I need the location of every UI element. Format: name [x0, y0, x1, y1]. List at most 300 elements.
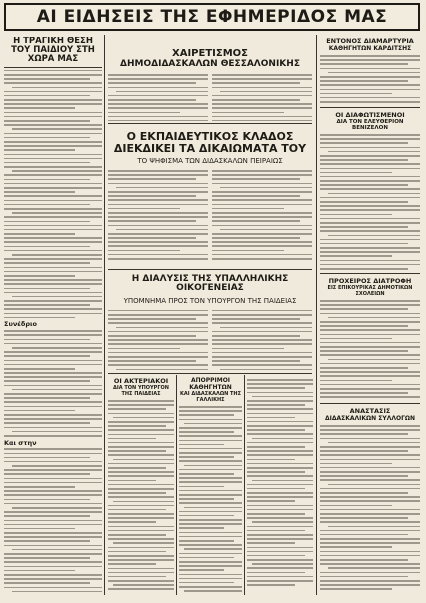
section-rule: [108, 373, 312, 374]
text-line: [4, 191, 75, 193]
text-line: [247, 517, 313, 519]
text-line: [113, 584, 174, 586]
article-right-bottom: [320, 407, 420, 593]
column-rule: [244, 375, 245, 595]
text-line: [108, 335, 196, 337]
text-line: [4, 461, 102, 463]
text-line: [4, 304, 90, 306]
text-line: [12, 296, 102, 298]
text-line: [108, 538, 174, 540]
text-line: [108, 475, 174, 477]
text-line: [108, 588, 174, 590]
text-line: [179, 410, 242, 412]
text-line: [184, 465, 242, 467]
text-line: [247, 496, 313, 498]
text-line: [320, 471, 420, 473]
text-line: [328, 442, 420, 444]
text-line: [320, 479, 420, 481]
text-line: [247, 551, 313, 553]
text-line: [320, 546, 392, 548]
text-line: [247, 542, 295, 544]
text-line: [108, 174, 208, 176]
article-body: [108, 74, 208, 121]
text-line: [179, 456, 234, 458]
text-line: [320, 147, 420, 149]
text-line: [4, 351, 102, 353]
text-line: [184, 423, 242, 425]
text-line: [4, 241, 102, 243]
text-line: [4, 385, 102, 387]
text-line: [108, 343, 208, 345]
text-line: [113, 501, 174, 503]
text-line: [320, 230, 420, 232]
text-line: [247, 488, 305, 490]
text-line: [108, 513, 174, 515]
text-line: [320, 534, 408, 536]
text-line: [212, 191, 312, 193]
text-line: [212, 183, 312, 185]
headline: ΧΑΙΡΕΤΙΣΜΟΣ: [108, 49, 312, 60]
text-line: [4, 473, 90, 475]
section-rule: [108, 123, 312, 124]
text-line: [320, 388, 420, 390]
text-line: [108, 107, 208, 109]
article-body: [320, 425, 420, 590]
text-line: [247, 513, 305, 515]
text-line: [212, 199, 312, 201]
article-body: [4, 330, 102, 436]
text-line: [220, 369, 312, 371]
text-line: [247, 404, 305, 406]
section-heading: Συνέδριο: [4, 321, 102, 328]
text-line: [108, 364, 208, 366]
text-line: [212, 120, 312, 121]
text-line: [179, 502, 242, 504]
text-line: [252, 396, 313, 398]
text-line: [179, 532, 242, 534]
text-line: [4, 137, 90, 139]
text-line: [108, 480, 156, 482]
text-line: [4, 221, 90, 223]
text-line: [116, 187, 208, 189]
text-line: [108, 120, 208, 121]
text-line: [4, 229, 102, 231]
text-line: [108, 408, 166, 410]
text-line: [320, 580, 420, 582]
text-line: [4, 258, 102, 260]
text-line: [4, 536, 102, 538]
text-line: [212, 116, 312, 118]
text-line: [320, 576, 408, 578]
text-line: [320, 555, 420, 557]
text-line: [320, 467, 420, 469]
text-line: [4, 482, 102, 484]
text-line: [212, 339, 312, 341]
text-line: [247, 463, 313, 465]
text-line: [108, 331, 208, 333]
text-line: [4, 524, 102, 526]
text-line: [12, 549, 102, 551]
text-line: [320, 313, 420, 315]
text-line: [4, 553, 102, 555]
article-bottom-2: [179, 377, 242, 593]
text-line: [212, 95, 312, 97]
text-line: [247, 538, 313, 540]
text-line: [320, 222, 420, 224]
text-line: [108, 488, 174, 490]
text-line: [4, 246, 90, 248]
text-line: [320, 308, 408, 310]
text-line: [108, 103, 208, 105]
text-line: [179, 406, 242, 408]
text-line: [212, 112, 284, 114]
text-line: [108, 551, 166, 553]
text-line: [108, 526, 174, 528]
text-line: [247, 400, 313, 402]
text-line: [320, 551, 420, 553]
headline: ΟΙ ΑΚΤΕΡΙΑΚΟΙ: [108, 377, 174, 385]
text-line: [320, 255, 392, 257]
text-line: [320, 488, 420, 490]
text-line: [4, 557, 90, 559]
text-line: [320, 354, 420, 356]
article-right-lower: [320, 277, 420, 401]
text-line: [212, 204, 312, 206]
text-line: [179, 435, 242, 437]
text-line: [320, 321, 420, 323]
text-line: [179, 473, 234, 475]
article-body: [108, 310, 208, 371]
text-line: [12, 431, 102, 433]
article-body: [212, 170, 312, 262]
text-line: [4, 355, 90, 357]
text-line: [108, 204, 208, 206]
text-line: [108, 576, 166, 578]
text-line: [320, 584, 420, 586]
text-line: [179, 536, 242, 538]
article-right-mid: [320, 111, 420, 271]
text-line: [328, 359, 420, 361]
article-body: [320, 134, 420, 271]
text-line: [4, 494, 102, 496]
text-line: [179, 419, 242, 421]
text-line: [247, 433, 313, 435]
text-line: [320, 350, 408, 352]
text-line: [108, 195, 196, 197]
text-line: [4, 103, 102, 105]
text-line: [320, 218, 420, 220]
text-line: [320, 509, 420, 511]
text-line: [320, 438, 420, 440]
text-line: [108, 241, 208, 243]
text-line: [320, 433, 408, 435]
text-line: [320, 80, 408, 82]
text-line: [320, 392, 408, 394]
text-line: [220, 91, 312, 93]
text-line: [212, 343, 312, 345]
text-line: [212, 348, 284, 350]
text-line: [184, 507, 242, 509]
text-line: [4, 393, 102, 395]
text-line: [179, 527, 224, 529]
text-line: [4, 578, 102, 580]
headline: Η ΤΡΑΓΙΚΗ ΘΕΣΗ ΤΟΥ ΠΑΙΔΙΟΥ ΣΤΗ ΧΩΡΑ ΜΑΣ: [4, 37, 102, 68]
text-line: [320, 142, 408, 144]
text-line: [4, 372, 102, 374]
text-line: [212, 360, 300, 362]
text-line: [4, 368, 75, 370]
text-line: [247, 408, 313, 410]
headline: ΚΑΘΗΓΗΤΩΝ ΚΑΡΔΙΤΣΗΣ: [320, 45, 420, 52]
text-line: [12, 128, 102, 130]
text-line: [108, 421, 174, 423]
text-line: [247, 584, 295, 586]
article-body: [108, 400, 174, 593]
text-line: [108, 446, 174, 448]
text-line: [320, 97, 420, 99]
text-line: [320, 226, 408, 228]
text-line: [12, 170, 102, 172]
text-line: [212, 322, 312, 324]
text-line: [108, 183, 208, 185]
text-line: [328, 151, 420, 153]
text-line: [320, 396, 420, 398]
text-line: [179, 557, 234, 559]
text-line: [4, 511, 102, 513]
text-line: [320, 371, 420, 373]
text-line: [108, 547, 174, 549]
text-line: [108, 250, 180, 252]
text-line: [179, 452, 242, 454]
text-line: [108, 568, 174, 570]
text-line: [247, 442, 313, 444]
text-line: [252, 480, 313, 482]
text-line: [179, 561, 242, 563]
text-line: [4, 566, 102, 568]
text-line: [247, 450, 313, 452]
text-line: [108, 429, 174, 431]
text-line: [212, 87, 312, 89]
text-line: [212, 254, 312, 256]
text-line: [320, 201, 408, 203]
text-line: [212, 258, 312, 260]
text-line: [4, 435, 102, 437]
text-line: [4, 330, 102, 332]
text-line: [108, 530, 174, 532]
article-body: [212, 74, 312, 121]
text-line: [179, 574, 242, 576]
text-line: [320, 446, 420, 448]
text-line: [247, 500, 295, 502]
text-line: [320, 492, 408, 494]
text-line: [4, 292, 102, 294]
text-line: [108, 178, 196, 180]
section-rule: [320, 273, 420, 274]
text-line: [4, 448, 102, 450]
text-line: [320, 63, 408, 65]
text-line: [4, 283, 102, 285]
column-rule: [104, 35, 105, 595]
article-teachers: [108, 127, 312, 267]
text-line: [108, 254, 208, 256]
text-line: [320, 513, 420, 515]
text-line: [247, 379, 313, 381]
text-line: [4, 271, 102, 273]
text-line: [108, 191, 208, 193]
text-line: [179, 519, 242, 521]
text-line: [12, 389, 102, 391]
text-line: [320, 530, 420, 532]
text-line: [4, 364, 102, 366]
text-line: [4, 70, 102, 72]
text-line: [220, 327, 312, 329]
text-line: [212, 352, 312, 354]
text-line: [4, 166, 102, 168]
text-line: [4, 334, 102, 336]
text-line: [4, 317, 75, 319]
text-line: [328, 235, 420, 237]
text-line: [108, 505, 174, 507]
text-line: [220, 187, 312, 189]
text-line: [4, 422, 90, 424]
text-line: [108, 438, 156, 440]
text-line: [320, 380, 392, 382]
text-line: [108, 413, 174, 415]
text-line: [320, 101, 420, 103]
text-line: [320, 76, 420, 78]
text-line: [4, 233, 75, 235]
text-line: [320, 375, 420, 377]
text-line: [320, 239, 420, 241]
text-line: [12, 212, 102, 214]
text-line: [320, 425, 420, 427]
text-line: [4, 582, 90, 584]
article-body: [320, 55, 420, 103]
text-line: [320, 572, 420, 574]
text-line: [320, 500, 420, 502]
text-line: [4, 154, 102, 156]
text-line: [247, 392, 313, 394]
text-line: [220, 229, 312, 231]
text-line: [4, 401, 102, 403]
text-line: [247, 417, 295, 419]
text-line: [4, 78, 90, 80]
text-line: [320, 384, 420, 386]
text-line: [179, 431, 234, 433]
text-line: [320, 55, 420, 57]
text-line: [4, 208, 102, 210]
text-line: [320, 134, 420, 136]
text-line: [4, 145, 102, 147]
text-line: [212, 318, 300, 320]
article-dismissal: [108, 271, 312, 371]
text-line: [4, 478, 102, 480]
text-line: [320, 338, 392, 340]
text-line: [212, 233, 312, 235]
article-right-top: [320, 37, 420, 105]
text-line: [212, 78, 312, 80]
text-line: [116, 91, 208, 93]
text-line: [179, 498, 234, 500]
text-line: [108, 348, 180, 350]
headline: ΔΙΕΚΔΙΚΕΙ ΤΑ ΔΙΚΑΙΩΜΑΤΑ ΤΟΥ: [108, 143, 312, 155]
text-line: [113, 459, 174, 461]
text-line: [4, 174, 102, 176]
headline: ΔΙΑ ΤΟΝ ΥΠΟΥΡΓΟΝ ΤΗΣ ΠΑΙΔΕΙΑΣ: [108, 385, 174, 397]
text-line: [320, 450, 408, 452]
text-line: [108, 467, 166, 469]
text-line: [4, 561, 102, 563]
text-line: [4, 300, 102, 302]
text-line: [12, 507, 102, 509]
text-line: [320, 367, 408, 369]
headline: Η ΔΙΑΛΥΣΙΣ ΤΗΣ ΥΠΑΛΛΗΛΙΚΗΣ ΟΙΚΟΓΕΝΕΙΑΣ: [108, 275, 312, 294]
text-line: [108, 517, 174, 519]
text-line: [247, 429, 305, 431]
text-line: [179, 486, 224, 488]
section-rule: [108, 269, 312, 270]
text-line: [212, 237, 300, 239]
text-line: [320, 93, 392, 95]
text-line: [212, 82, 300, 84]
text-line: [320, 268, 408, 270]
text-line: [320, 168, 420, 170]
text-line: [108, 74, 208, 76]
article-body: [4, 448, 102, 593]
text-line: [179, 515, 234, 517]
text-line: [320, 180, 420, 182]
text-line: [4, 587, 102, 589]
text-line: [108, 509, 166, 511]
text-line: [108, 534, 166, 536]
text-line: [4, 112, 102, 114]
headline: ΑΝΑΣΤΑΣΙΣ: [320, 407, 420, 415]
text-line: [4, 262, 90, 264]
text-line: [320, 454, 420, 456]
article-bottom-3: [247, 377, 313, 593]
text-line: [320, 260, 420, 262]
text-line: [4, 204, 90, 206]
text-line: [108, 82, 196, 84]
text-line: [320, 588, 392, 590]
text-line: [4, 158, 102, 160]
text-line: [179, 440, 242, 442]
text-line: [212, 364, 312, 366]
text-line: [320, 521, 420, 523]
text-line: [184, 548, 242, 550]
text-line: [108, 322, 208, 324]
text-line: [179, 481, 242, 483]
text-line: [4, 237, 102, 239]
text-line: [179, 553, 242, 555]
text-line: [179, 569, 224, 571]
text-line: [212, 241, 312, 243]
text-line: [4, 520, 102, 522]
text-line: [108, 492, 166, 494]
text-line: [4, 99, 102, 101]
text-line: [212, 314, 312, 316]
article-bottom-1: [108, 377, 174, 593]
text-line: [108, 233, 208, 235]
text-line: [320, 89, 420, 91]
text-line: [4, 376, 102, 378]
text-line: [212, 107, 312, 109]
text-line: [4, 457, 90, 459]
text-line: [320, 304, 420, 306]
text-line: [108, 580, 174, 582]
text-line: [4, 360, 102, 362]
text-line: [4, 187, 102, 189]
